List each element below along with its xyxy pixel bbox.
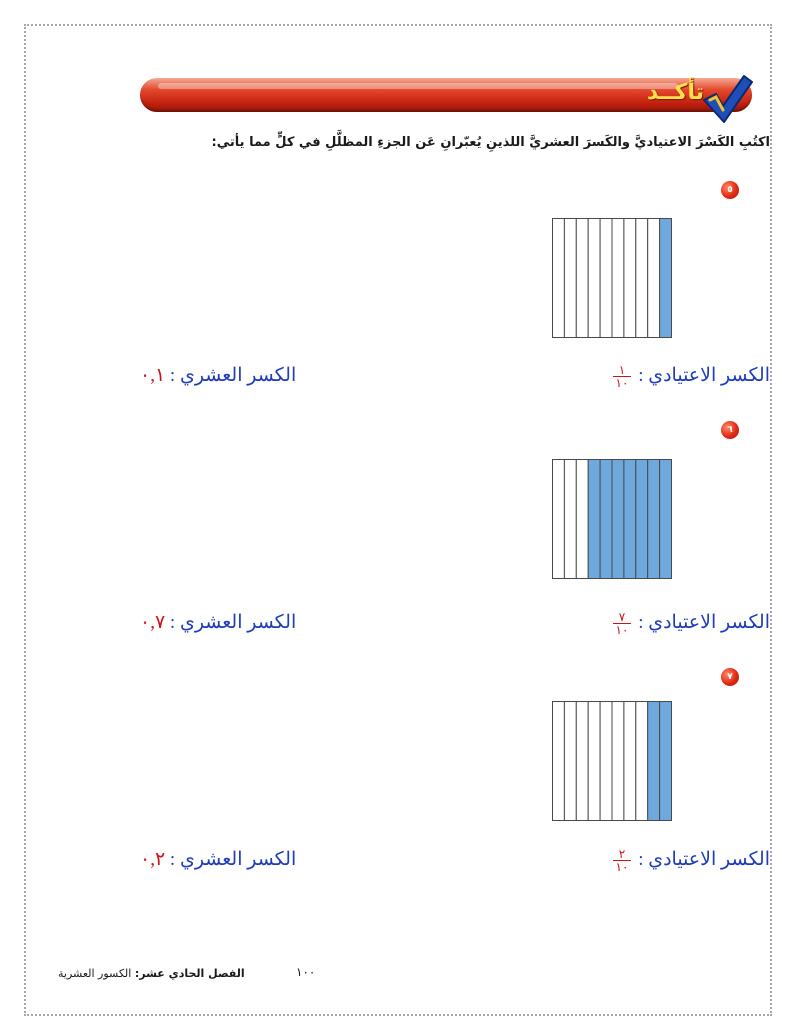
shaded-part [660,219,672,338]
section-banner [140,78,752,112]
unshaded-part [576,702,588,821]
fraction-numerator: ٧ [613,611,632,624]
shaded-part [612,460,624,579]
unshaded-part [564,219,576,338]
shaded-part [636,460,648,579]
unshaded-part [648,219,660,338]
shaded-part [648,702,660,821]
shaded-part [648,460,660,579]
exercise-number: ٧ [721,668,739,686]
footer-title: الكسور العشرية [58,967,132,980]
fraction-strip [552,459,672,579]
shaded-part [660,702,672,821]
unshaded-part [612,702,624,821]
instruction-text: اكتُبِ الكَسْرَ الاعتياديَّ والكَسرَ العشريَّ اللذينِ يُعبّرانِ عَن الجزءِ المظلَّلِ في كلٍّ مما يأتي: [211,135,770,150]
fraction-denominator: ١٠ [615,860,629,875]
fraction-strip [552,701,672,821]
footer [58,967,245,980]
fraction-strip-figure [552,459,672,579]
fraction [613,364,632,389]
exercise-number: ٦ [721,421,739,439]
unshaded-part [564,702,576,821]
fraction-strip-figure [552,701,672,821]
shaded-part [600,460,612,579]
fraction [613,848,632,873]
unshaded-part [612,219,624,338]
common-fraction-label: الكسر الاعتيادي : [638,365,770,386]
fraction [613,611,632,636]
unshaded-part [624,702,636,821]
shaded-part [624,460,636,579]
decimal-value: ٠,١ [140,365,166,386]
unshaded-part [553,702,565,821]
decimal-answer [140,611,296,634]
footer-chapter: الفصل الحادي عشر: [134,967,245,980]
unshaded-part [564,460,576,579]
common-fraction-label: الكسر الاعتيادي : [638,849,770,870]
page-number: ١٠٠ [296,965,316,979]
decimal-value: ٠,٢ [140,849,166,870]
unshaded-part [600,219,612,338]
common-fraction-answer [613,364,770,389]
unshaded-part [553,460,565,579]
exercise-number: ٥ [721,181,739,199]
fraction-denominator: ١٠ [615,623,629,638]
fraction-strip-figure [552,218,672,338]
unshaded-part [624,219,636,338]
unshaded-part [636,219,648,338]
common-fraction-answer [613,848,770,873]
banner-title: تأكــد [646,80,704,105]
common-fraction-label: الكسر الاعتيادي : [638,612,770,633]
shaded-part [660,460,672,579]
fraction-numerator: ١ [613,364,632,377]
unshaded-part [576,460,588,579]
decimal-label: الكسر العشري : [169,612,297,633]
unshaded-part [600,702,612,821]
decimal-value: ٠,٧ [140,612,166,633]
unshaded-part [588,702,600,821]
fraction-strip [552,218,672,338]
unshaded-part [553,219,565,338]
unshaded-part [576,219,588,338]
decimal-answer [140,848,296,871]
fraction-denominator: ١٠ [615,376,629,391]
unshaded-part [636,702,648,821]
shaded-part [588,460,600,579]
unshaded-part [588,219,600,338]
common-fraction-answer [613,611,770,636]
decimal-answer [140,364,296,387]
decimal-label: الكسر العشري : [169,365,297,386]
fraction-numerator: ٢ [613,848,632,861]
checkmark-icon [696,70,756,130]
banner-shine [158,83,678,89]
decimal-label: الكسر العشري : [169,849,297,870]
